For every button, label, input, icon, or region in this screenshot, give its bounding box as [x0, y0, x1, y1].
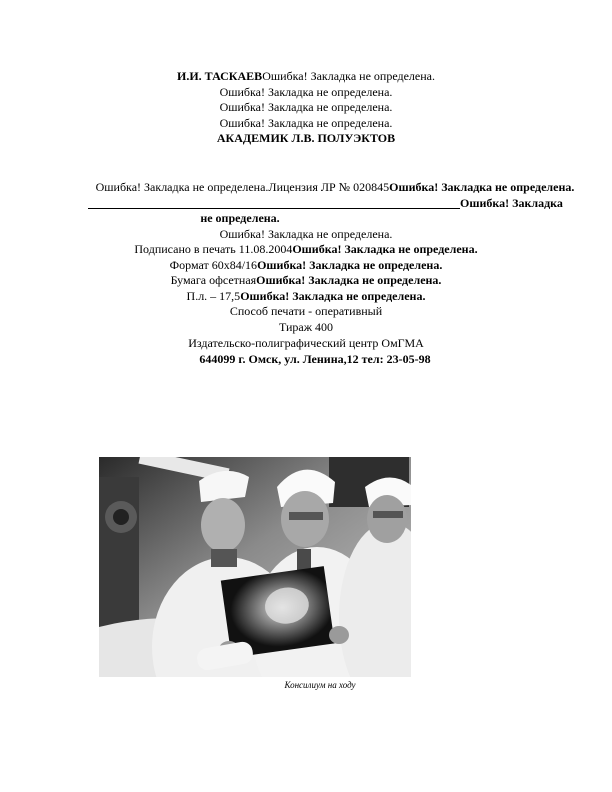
publisher-name: Издательско-полиграфический центр ОмГМА — [188, 336, 424, 350]
paper-line: Бумага офсетнаяОшибка! Закладка не определена. — [170, 273, 442, 287]
second-author: АКАДЕМИК Л.В. ПОЛУЭКТОВ — [216, 131, 396, 145]
horizontal-rule — [88, 208, 460, 209]
bookmark-error: Ошибка! Закладка не определена. — [219, 100, 393, 114]
photo-caption: Консилиум на ходу — [284, 680, 356, 690]
sheets-line: П.л. – 17,5Ошибка! Закладка не определена. — [186, 288, 426, 303]
bookmark-error: Ошибка! Закладка — [460, 195, 563, 210]
imprint-block — [0, 180, 612, 335]
photo-illustration — [99, 457, 411, 677]
publisher-block — [0, 336, 612, 367]
license-line: Ошибка! Закладка не определена.Лицензия ЛР № 020845Ошибка! Закладка не определена. — [95, 180, 575, 194]
doctors-photo — [99, 457, 411, 677]
rule-line — [0, 196, 612, 212]
bookmark-error: Ошибка! Закладка не определена. — [219, 226, 393, 241]
bookmark-error: Ошибка! Закладка не определена. — [219, 115, 393, 130]
wrap-line: не определена. — [200, 211, 280, 225]
bookmark-error: Ошибка! Закладка не определена. — [219, 84, 393, 99]
bookmark-error: Ошибка! Закладка не определена. — [262, 69, 435, 83]
title-block — [0, 69, 612, 147]
print-run: Тираж 400 — [278, 319, 334, 334]
author-name: И.И. ТАСКАЕВ — [177, 69, 263, 83]
publisher-address: 644099 г. Омск, ул. Ленина,12 тел: 23-05-98 — [199, 351, 431, 366]
signed-line: Подписано в печать 11.08.2004Ошибка! Закладка не определена. — [134, 242, 478, 256]
author-line — [0, 69, 612, 85]
format-line: Формат 60х84/16Ошибка! Закладка не определена. — [169, 257, 443, 272]
print-method: Способ печати - оперативный — [229, 304, 383, 318]
